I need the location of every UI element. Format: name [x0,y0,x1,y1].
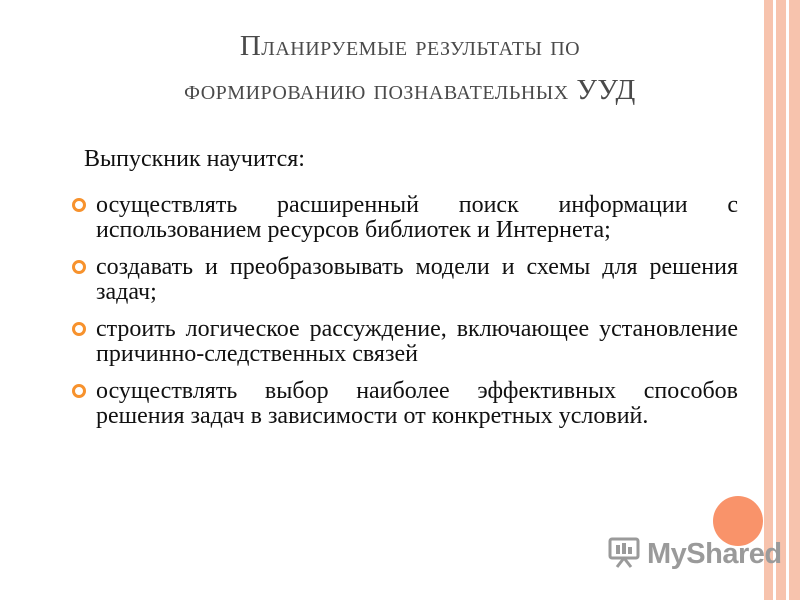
side-stripe [764,0,773,600]
bullet-text: осуществлять выбор наиболее эффективных способов решения задач в зависимости от конкретных условий. [96,378,738,429]
bullet-text: осуществлять расширенный поиск информации с использованием ресурсов библиотек и Интернета; [96,192,738,243]
bullet-circle-icon [72,322,86,336]
side-stripe [789,0,800,600]
slide-title [80,24,740,112]
slide-title-line-2: формированию познавательных УУД [184,74,636,106]
watermark-text: MyShared [647,537,782,570]
side-stripe [776,0,786,600]
bullet-circle-icon [72,384,86,398]
bullet-circle-icon [72,198,86,212]
slide-subtitle: Выпускник научится: [84,146,305,172]
bullet-item [72,379,738,429]
bullet-text: строить логическое рассуждение, включающее установление причинно-следственных связей [96,316,738,367]
bullet-item [72,255,738,305]
bullet-item [72,317,738,367]
presentation-board-icon [607,535,641,574]
bullet-circle-icon [72,260,86,274]
slide-title-line-1: Планируемые результаты по [239,30,581,62]
bullet-list [72,193,738,441]
watermark [607,536,782,572]
bullet-item [72,193,738,243]
bullet-text: создавать и преобразовывать модели и схемы для решения задач; [96,254,738,305]
